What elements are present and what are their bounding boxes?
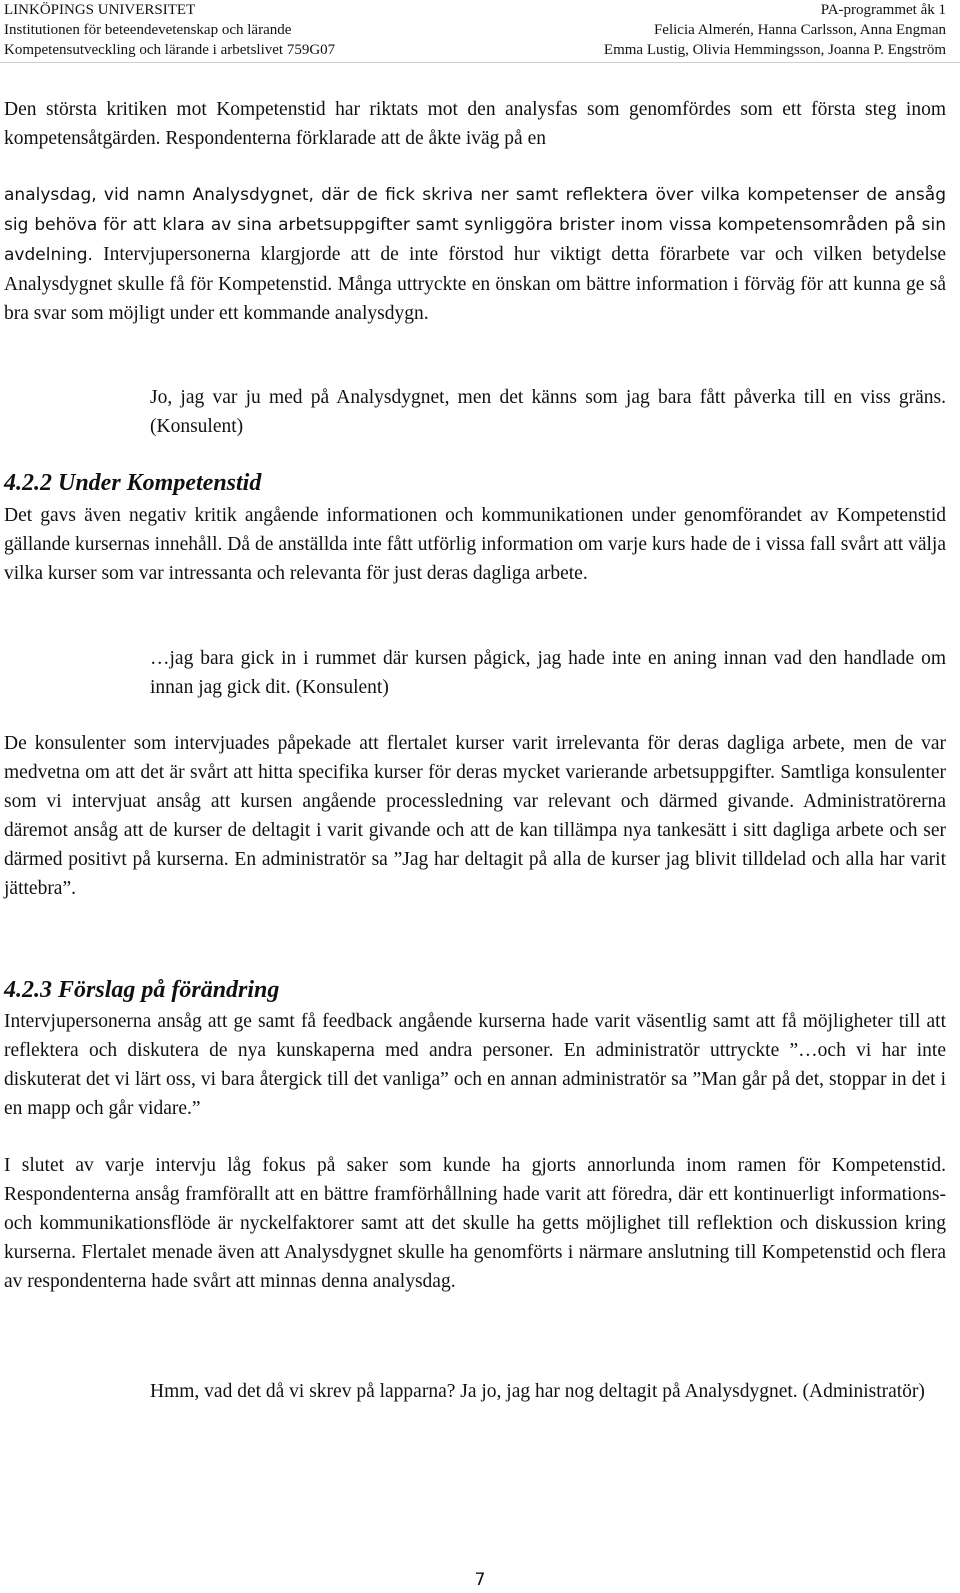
paragraph-konsulenter: De konsulenter som intervjuades påpekade att flertalet kurser varit irrelevanta för deras dagliga arbete, men de var medvetna om att det är svårt att hitta specifika kurser för deras mycket varierande arbetsuppgifter. Samtliga konsulenter som vi intervjuat ansåg att kursen angående processledning var relevant och därmed givande. Administratörerna däremot ansåg att de kurser de deltagit i varit givande och att de kan tillämpa nya tankesätt i sitt dagliga arbete och ser därmed positivt på kurserna. En administratör sa ”Jag har deltagit på alla de kurser jag blivit tilldelad och alla har varit jättebra”. <box>4 733 946 899</box>
paragraph-analysdygnet-part2: Intervjupersonerna klargjorde att de inte förstod hur viktigt detta förarbete var och vilken betydelse Analysdygnet skulle få för Kompetenstid. Många uttryckte en önskan om bättre information i förväg för att kunna ge så bra svar som möjligt under ett kommande analysdygn. <box>4 244 946 324</box>
paragraph-under-kompetenstid: Det gavs även negativ kritik angående informationen och kommunikationen under genomförandet av Kompetenstid gällande kursernas innehåll. Då de anställda inte fått utförlig information om varje kurs hade de i vissa fall svårt att välja vilka kurser som var intressanta och relevanta för just deras dagliga arbete. <box>4 505 946 584</box>
paragraph-slutet: I slutet av varje intervju låg fokus på saker som kunde ha gjorts annorlunda inom ramen för Kompetenstid. Respondenterna ansåg framförallt att en bättre framförhållning hade varit att föredra, där ett kontinuerligt informations- och kommunikationsflöde är nyckelfaktorer samt att det skulle ha getts möjlighet till reflektion och diskussion kring kurserna. Flertalet menade även att Analysdygnet skulle ha genomförts i närmare anslutning till Kompetenstid och flera av respondenterna hade svårt att minnas denna analysdag. <box>4 1155 946 1292</box>
quote-konsulent-1: Jo, jag var ju med på Analysdygnet, men det känns som jag bara fått påverka till en viss gräns. (Konsulent) <box>150 387 946 437</box>
header-left <box>4 0 335 60</box>
section-heading-4-2-2: 4.2.2 Under Kompetenstid <box>4 470 262 496</box>
university-name: LINKÖPINGS UNIVERSITET <box>4 2 196 18</box>
quote-administrator: Hmm, vad det då vi skrev på lapparna? Ja jo, jag har nog deltagit på Analysdygnet. (Administratör) <box>150 1381 925 1402</box>
section-heading-4-2-3: 4.2.3 Förslag på förändring <box>4 977 280 1003</box>
program-name: PA-programmet åk 1 <box>820 2 946 18</box>
quote-konsulent-2: …jag bara gick in i rummet där kursen pågick, jag hade inte en aning innan vad den handlade om innan jag gick dit. (Konsulent) <box>150 648 946 698</box>
paragraph-intro: Den största kritiken mot Kompetenstid har riktats mot den analysfas som genomfördes som ett första steg inom kompetensåtgärden. Respondenterna förklarade att de åkte iväg på en <box>4 99 946 149</box>
authors-line-2: Emma Lustig, Olivia Hemmingsson, Joanna P. Engström <box>603 42 946 58</box>
page-number: 7 <box>474 1570 486 1590</box>
authors-line-1: Felicia Almerén, Hanna Carlsson, Anna Engman <box>653 22 946 38</box>
header-right <box>604 0 946 60</box>
course-name: Kompetensutveckling och lärande i arbetslivet 759G07 <box>4 42 336 58</box>
page-header <box>0 0 960 60</box>
header-divider <box>0 62 960 63</box>
paragraph-forslag: Intervjupersonerna ansåg att ge samt få feedback angående kurserna hade varit väsentlig samt att få möjligheter till att reflektera och diskutera de nya kunskaperna med andra personer. En administratör uttryckte ”…och vi har inte diskuterat det vi lärt oss, vi bara återgick till det vanliga” och en annan administratör sa ”Man går på det, stoppar in det i en mapp och går vidare.” <box>4 1011 946 1119</box>
paragraph-analysdygnet-part1: analysdag, vid namn Analysdygnet, där de fick skriva ner samt reflektera över vilka kompetenser de ansåg sig behöva för att klara av sina arbetsuppgifter samt synliggöra brister inom vissa kompetensområden på sin avdelning. <box>4 185 946 265</box>
institution-name: Institutionen för beteendevetenskap och lärande <box>4 22 292 38</box>
paragraph-analysdygnet <box>4 180 946 328</box>
